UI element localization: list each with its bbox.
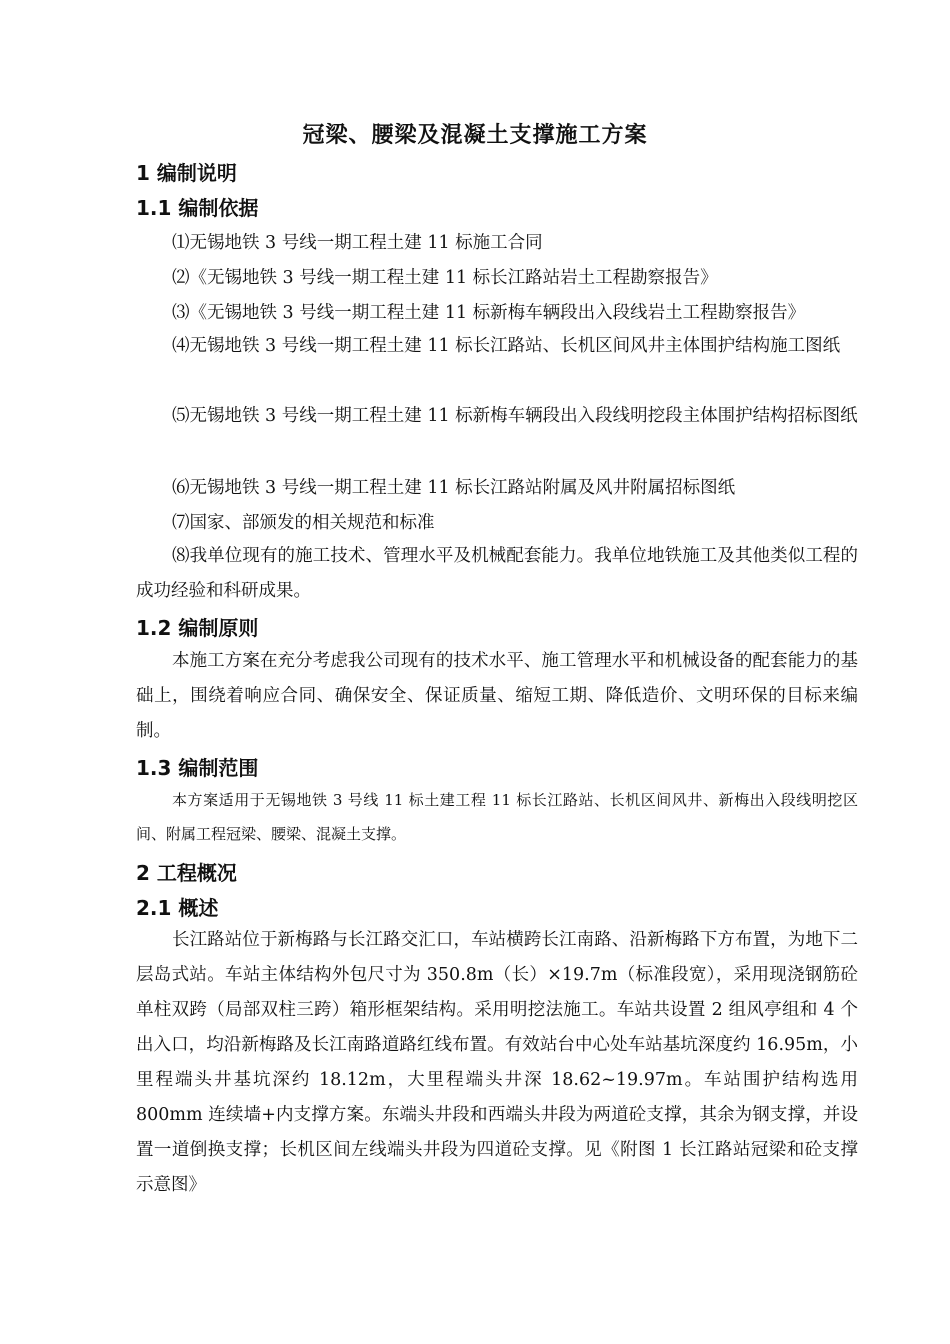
basis-item-8: ⑻我单位现有的施工技术、管理水平及机械配套能力。我单位地铁施工及其他类似工程的成功经验和科研成果。 (136, 546, 858, 601)
section-1-1-heading: 1.1 编制依据 (136, 196, 259, 220)
section-2-heading: 2 工程概况 (136, 861, 237, 885)
scope-paragraph: 本方案适用于无锡地铁 3 号线 11 标土建工程 11 标长江路站、长机区间风井、新梅出入段线明挖区间、附属工程冠梁、腰梁、混凝土支撑。 (136, 791, 858, 843)
document-title: 冠梁、腰梁及混凝土支撑施工方案 (302, 122, 648, 148)
section-1-2-heading: 1.2 编制原则 (136, 616, 259, 640)
basis-item-5: ⑸无锡地铁 3 号线一期工程土建 11 标新梅车辆段出入段线明挖段主体围护结构招标图纸 (172, 406, 858, 426)
principle-paragraph: 本施工方案在充分考虑我公司现有的技术水平、施工管理水平和机械设备的配套能力的基础上，围绕着响应合同、确保安全、保证质量、缩短工期、降低造价、文明环保的目标来编制。 (136, 651, 858, 741)
basis-item-7: ⑺国家、部颁发的相关规范和标准 (172, 513, 435, 533)
basis-item-1: ⑴无锡地铁 3 号线一期工程土建 11 标施工合同 (172, 233, 543, 253)
basis-item-3: ⑶《无锡地铁 3 号线一期工程土建 11 标新梅车辆段出入段线岩土工程勘察报告》 (172, 303, 806, 323)
overview-paragraph: 长江路站位于新梅路与长江路交汇口，车站横跨长江南路、沿新梅路下方布置，为地下二层岛式站。车站主体结构外包尺寸为 350.8m（长）×19.7m（标准段宽），采用现浇钢筋砼单柱双跨（局部双柱三跨）箱形框架结构。采用明挖法施工。车站共设置 2 组风亭组和 4 个出入口，均沿新梅路及长江南路道路红线布置。有效站台中心处车站基坑深度约 16.95m，小里程端头井基坑深约 18.12m，大里程端头井深 18.62~19.97m。车站围护结构选用 800mm 连续墙+内支撑方案。东端头井段和西端头井段为两道砼支撑，其余为钢支撑，并设置一道倒换支撑；长机区间左线端头井段为四道砼支撑。见《附图 1 长江路站冠梁和砼支撑示意图》 (136, 930, 858, 1195)
section-2-1-heading: 2.1 概述 (136, 896, 219, 920)
section-1-3-heading: 1.3 编制范围 (136, 756, 259, 780)
basis-item-4: ⑷无锡地铁 3 号线一期工程土建 11 标长江路站、长机区间风井主体围护结构施工图纸 (172, 336, 841, 356)
section-1-heading: 1 编制说明 (136, 161, 237, 185)
basis-item-6: ⑹无锡地铁 3 号线一期工程土建 11 标长江路站附属及风井附属招标图纸 (172, 478, 736, 498)
basis-item-2: ⑵《无锡地铁 3 号线一期工程土建 11 标长江路站岩土工程勘察报告》 (172, 268, 718, 288)
